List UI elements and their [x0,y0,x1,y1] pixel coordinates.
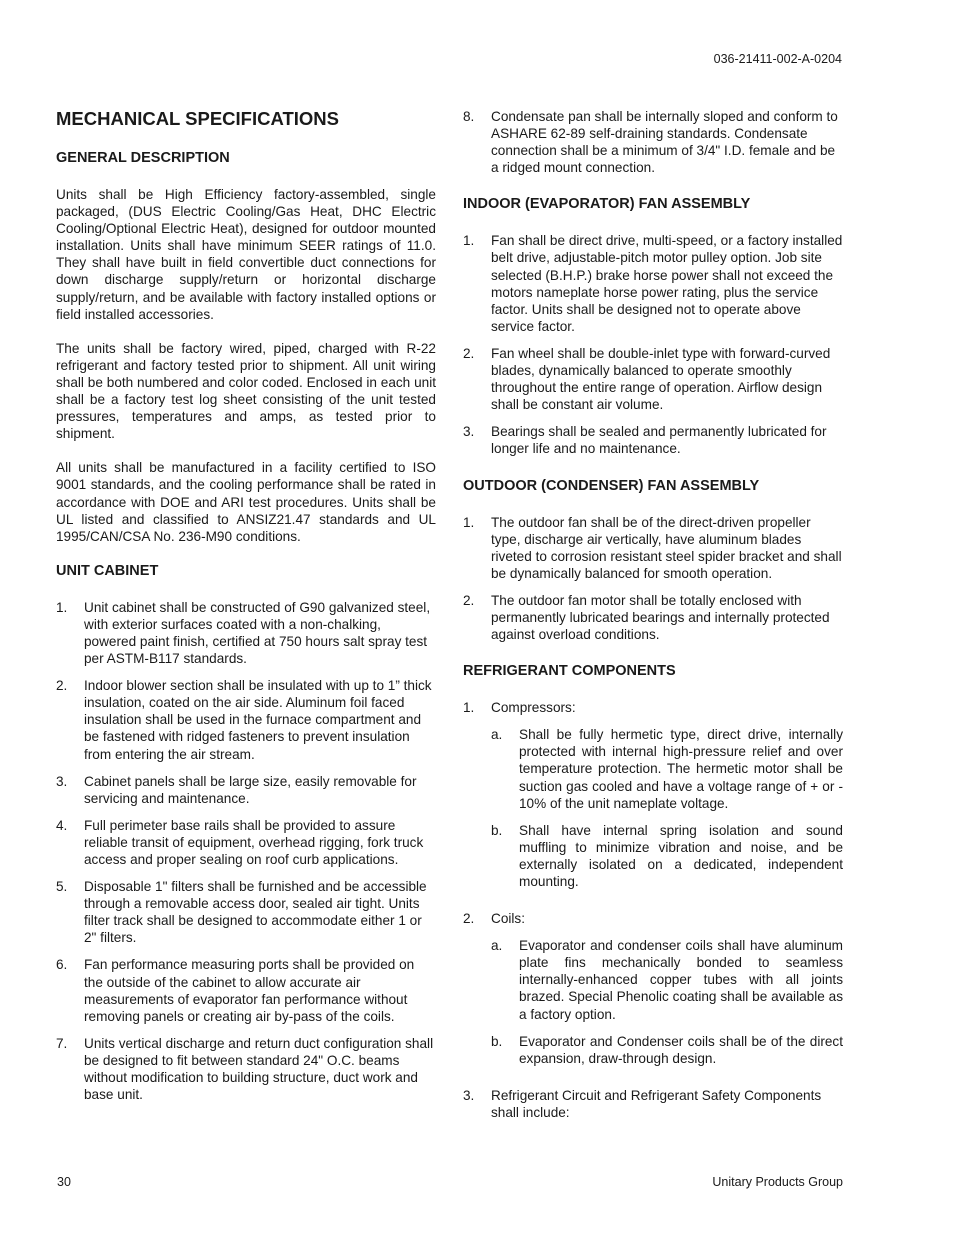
sub-item-text: Shall have internal spring isolation and sound muffling to minimize vibration and noise, and be externally isolated on a dedicated, independent mounting. [519,822,843,889]
sub-item-text: Evaporator and Condenser coils shall be of the direct expansion, draw-through design. [519,1033,843,1066]
item-text: Units vertical discharge and return duct configuration shall be designed to fit between standard 24" O.C. beams without modification to building structure, duct work and base unit. [84,1035,434,1103]
item-number: 1. [463,700,475,716]
unit-cabinet-list-continued [463,108,843,176]
item-text: Condensate pan shall be internally sloped and conform to ASHARE 62-89 self-draining standards. Condensate connection shall be a minimum of 3/4" I.D. female and be a ridged mount connection. [491,109,838,176]
item-number: 1. [463,233,475,249]
list-item [463,108,843,176]
item-text: Compressors: [491,700,576,716]
list-item [463,232,843,335]
sub-item-letter: a. [491,938,503,954]
item-number: 2. [56,678,68,694]
item-number: 3. [463,424,475,440]
refrigerant-components-heading: REFRIGERANT COMPONENTS [463,663,676,680]
sub-item-letter: a. [491,727,503,743]
item-number: 7. [56,1035,68,1051]
sub-list-item [491,822,843,890]
sub-list [491,937,843,1067]
item-number: 2. [463,592,475,608]
item-number: 1. [56,599,68,615]
sub-list [491,726,843,890]
sub-item-letter: b. [491,822,503,838]
document-id: 036-21411-002-A-0204 [713,52,842,66]
indoor-fan-list [463,232,843,457]
item-text: Disposable 1" filters shall be furnished and be accessible through a removable access door, sealed air tight. Units filter track shall be designed to accommodate either 1 or 2" filters. [84,879,427,946]
item-text: Refrigerant Circuit and Refrigerant Safety Components shall include: [491,1087,822,1120]
item-number: 1. [463,514,475,530]
item-text: Coils: [491,911,525,927]
item-text: The outdoor fan shall be of the direct-driven propeller type, discharge air vertically, have aluminum blades riveted to corrosion resistant steel spider bracket and shall be dynamically balanced for smooth operation. [491,514,842,581]
unit-cabinet-list [56,599,436,1103]
list-item [56,773,436,807]
list-item [56,1035,436,1103]
item-number: 4. [56,817,68,833]
sub-list-item [491,1033,843,1067]
company-name: Unitary Products Group [712,1175,843,1189]
sub-list-item [491,726,843,811]
item-text: Indoor blower section shall be insulated with up to 1” thick insulation, coated on the air side. Aluminum foil faced insulation shall be used in the furnace compartment and be fastened with ridged fasteners to prevent insulation from entering the air stream. [84,678,432,762]
item-text: Full perimeter base rails shall be provided to assure reliable transit of equipment, overhead rigging, fork truck access and proper sealing on roof curb applications. [84,817,424,867]
list-item [463,699,843,900]
list-item [56,599,436,667]
list-item [56,878,436,946]
indoor-fan-heading: INDOOR (EVAPORATOR) FAN ASSEMBLY [463,196,751,213]
item-text: Cabinet panels shall be large size, easily removable for servicing and maintenance. [84,773,417,806]
sub-item-letter: b. [491,1033,503,1049]
item-number: 3. [56,773,68,789]
item-text: Unit cabinet shall be constructed of G90 galvanized steel, with exterior surfaces coated with a non-chalking, powered paint finish, certified at 750 hours salt spray test per ASTM-B117 standards. [84,599,431,667]
item-number: 2. [463,345,475,361]
outdoor-fan-list [463,514,843,644]
item-text: Fan performance measuring ports shall be provided on the outside of the cabinet to allow accurate air measurements of evaporator fan performance without removing panels or creating air by-pass of the coils. [84,957,415,1024]
list-item [463,592,843,643]
item-number: 8. [463,109,475,124]
page-title: MECHANICAL SPECIFICATIONS [56,108,339,129]
left-column [56,108,436,1113]
list-item [56,956,436,1024]
list-item [463,1087,843,1121]
sub-item-text: Evaporator and condenser coils shall have aluminum plate fins mechanically bonded to seamless internally-enhanced copper tubes with all joints brazed. Special Phenolic coating shall be available as a factory option. [519,938,843,1022]
item-text: Fan shall be direct drive, multi-speed, or a factory installed belt drive, adjustable-pitch motor pulley option. Job site selected (B.H.P.) brake horse power shall not exceed the motors nameplate horse power rating, plus the service factor. Units shall be designed not to operate above service factor. [491,233,843,334]
unit-cabinet-heading: UNIT CABINET [56,562,159,579]
item-text: The outdoor fan motor shall be totally enclosed with permanently lubricated bearings and internally protected against overload conditions. [491,592,830,643]
general-paragraph: All units shall be manufactured in a facility certified to ISO 9001 standards, and the cooling performance shall be rated in accordance with DOE and ARI test procedures. Units shall be UL listed and classified to ANSIZ21.47 standards and UL 1995/CAN/CSA No. 236-M90 conditions. [56,460,436,544]
sub-list-item [491,937,843,1022]
item-text: Fan wheel shall be double-inlet type with forward-curved blades, dynamically balanced to operate smoothly throughout the entire range of operation. Airflow design shall be constant air volume. [491,345,831,413]
item-number: 6. [56,957,68,973]
page-number: 30 [57,1175,71,1189]
item-text: Bearings shall be sealed and permanently lubricated for longer life and no maintenance. [491,424,827,457]
item-number: 2. [463,911,475,927]
list-item [463,345,843,413]
general-description-heading: GENERAL DESCRIPTION [56,150,230,166]
general-paragraph: The units shall be factory wired, piped, charged with R-22 refrigerant and factory tested prior to shipment. All unit wiring shall be both numbered and color coded. Enclosed in each unit shall be a factory test log sheet consisting of the unit tested pressures, temperatures and amps, as tested prior to shipment. [56,340,436,442]
refrigerant-components-list [463,699,843,1121]
item-number: 5. [56,879,68,895]
sub-item-text: Shall be fully hermetic type, direct drive, internally protected with internal high-pressure relief and over temperature protection. The hermetic motor shall be suction gas cooled and have a voltage range of + or - 10% of the unit nameplate voltage. [519,727,843,811]
list-item [463,423,843,457]
item-number: 3. [463,1087,475,1103]
list-item [463,910,843,1077]
general-paragraph: Units shall be High Efficiency factory-assembled, single packaged, (DUS Electric Cooling/Gas Heat, DHC Electric Cooling/Optional Electric Heat), designed for outdoor mounted installation. Units shall have minimum SEER ratings of 11.0. They shall have built in field convertible duct connections for down discharge supply/return or horizontal discharge supply/return, and be available with factory installed options or field installed accessories. [56,187,436,322]
list-item [463,514,843,582]
right-column [463,108,843,1131]
outdoor-fan-heading: OUTDOOR (CONDENSER) FAN ASSEMBLY [463,477,760,494]
list-item [56,677,436,762]
list-item [56,817,436,868]
